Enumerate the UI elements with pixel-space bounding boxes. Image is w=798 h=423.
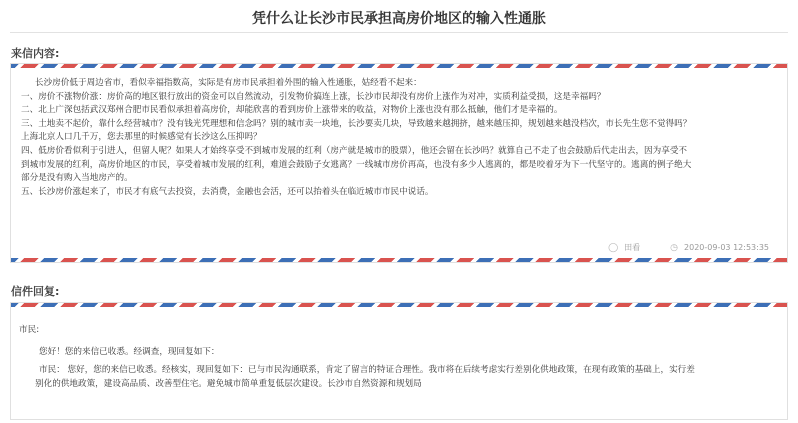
letter-author: 田看 <box>624 243 641 252</box>
letter-line: 四、低房价看似利于引进人，但留人呢？如果人才始终享受不到城市发展的红利（房产就是城市的股票），他还会留在长沙吗？就算自己不走了也会鼓励后代走出去，因为享受不 <box>21 145 688 156</box>
letter-line: 二、北上广深包括武汉郑州合肥市民看似承担着高房价，却能欣喜的看到房价上涨带来的收益，对物价上涨也没有那么抵触，他们才是幸福的。 <box>21 105 563 116</box>
letter-line: 长沙房价低于周边省市，看似幸福指数高，实际是有房市民承担着外围的输入性通胀，姑经看不起来： <box>35 78 422 88</box>
letter-line: 三、土地卖不起价，靠什么经营城市？没有钱光凭理想和信念吗？别的城市卖一块地，长沙要卖几块，导致越来越拥挤，越来越压抑，规划越来越没档次，市长先生您不觉得吗？ <box>21 118 692 129</box>
reply-card <box>10 302 788 420</box>
letter-line: 五、长沙房价涨起来了，市民才有底气去投资，去消费，金融也会活，还可以抬着头在临近城市市民中说话。 <box>21 186 434 197</box>
letter-meta <box>608 242 769 253</box>
reply-greeting: 您好！您的来信已收悉。经调查，现回复如下： <box>39 347 220 357</box>
title-divider <box>10 32 788 33</box>
reply-salutation: 市民: <box>19 325 40 335</box>
letter-card <box>10 63 788 263</box>
page-title: 凭什么让长沙市民承担高房价地区的输入性通胀 <box>252 11 546 27</box>
letter-line: 一、房价不涨物价涨：房价高的地区银行放出的资金可以自然流动，引发物价搞连上涨，长沙市民却没有房价上涨作为对冲，实质利益受损，这是幸福吗？ <box>21 91 606 102</box>
letter-line: 上海北京人口几千万，您去那里的时候感觉有长沙这么压抑吗？ <box>21 132 262 143</box>
reply-line: 别化的供地政策，建设高品质、改善型住宅。避免城市简单重复低层次建设。长沙市自然资源和规划局 <box>35 379 422 389</box>
letter-content <box>21 77 777 199</box>
letter-section-label: 来信内容: <box>11 47 60 60</box>
airmail-border-top <box>11 303 787 307</box>
letter-timestamp: 2020-09-03 12:53:35 <box>684 243 769 252</box>
reply-content <box>35 363 777 391</box>
clock-icon: ◷ <box>670 242 679 253</box>
user-icon: ◯ <box>608 242 619 253</box>
letter-line: 到城市发展的红利，高房价地区的市民，享受着城市发展的红利，难道会鼓励子女逃离？一线城市房价再高，也没有多少人逃离的，都是咬着牙为下一代坚守的。逃离的例子绝大 <box>21 159 692 170</box>
airmail-border-top <box>11 64 787 68</box>
letter-line: 部分是没有购入当地房产的。 <box>21 173 133 184</box>
reply-line: 市民： 您好，您的来信已收悉。经核实，现回复如下：已与市民沟通联系，肯定了留言的特证合理性。我市将在后续考虑实行差别化供地政策，在现有政策的基础上，实行差 <box>39 365 695 375</box>
airmail-border-bottom <box>11 258 787 262</box>
reply-section-label: 信件回复: <box>11 285 60 298</box>
